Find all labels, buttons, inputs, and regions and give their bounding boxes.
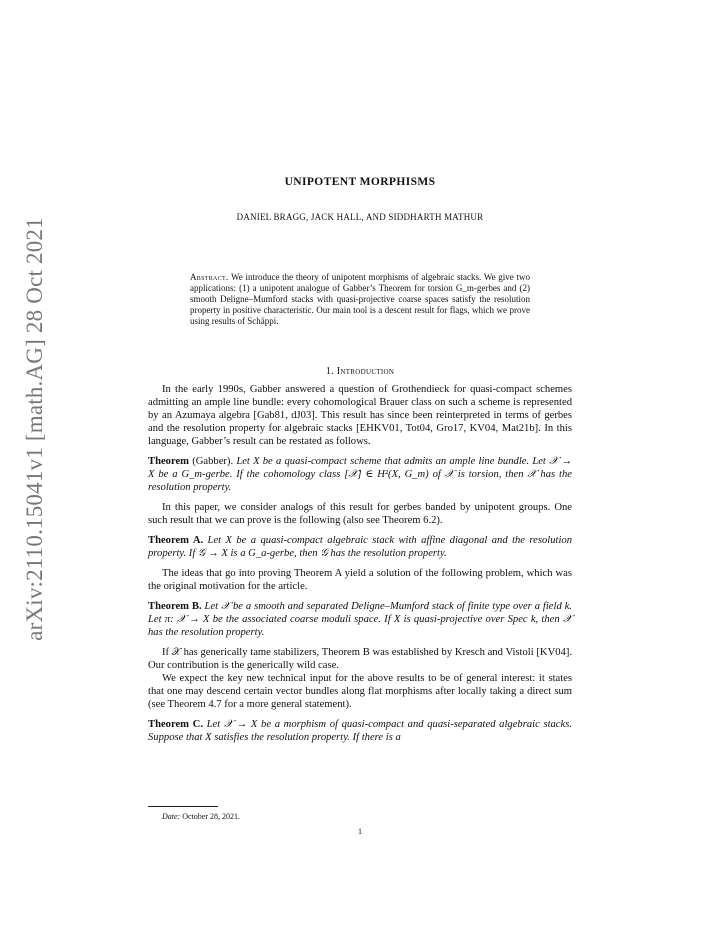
footnote-date-label: Date: [162,812,181,821]
abstract-text: We introduce the theory of unipotent morphisms of algebraic stacks. We give two applications: (1) a unipotent analogue of Gabber’s Theorem for torsion G_m-gerbes and (2) smooth Deligne–Mumford stacks with quasi-projective coarse spaces satisfy the resolution property in positive characteristic. Our main tool is a descent result for flags, which we prove using results of Schäppi. [190,272,530,326]
paragraph-technical-input: We expect the key new technical input for the above results to be of general interest: it states that one may descend certain vector bundles along flat morphisms after locally taking a direct sum (see Theorem 4.7 for a more general statement). [148,673,572,710]
paragraph-analogs: In this paper, we consider analogs of this result for gerbes banded by unipotent groups. One such result that we can prove is the following (also see Theorem 6.2). [148,502,572,526]
section-heading [148,366,572,377]
theorem-gabber-attribution: (Gabber). [192,456,234,467]
theorem-b [148,600,572,639]
arxiv-identifier-text: arXiv:2110.15041v1 [math.AG] 28 Oct 2021 [22,217,47,641]
paper-title: UNIPOTENT MORPHISMS [284,176,436,188]
theorem-a-head: Theorem A. [148,535,204,546]
theorem-b-head: Theorem B. [148,601,202,612]
footnote-date-value: October 28, 2021. [182,812,240,821]
main-body-text [148,383,572,744]
paper-authors: DANIEL BRAGG, JACK HALL, AND SIDDHARTH MATHUR [236,212,484,222]
theorem-c-statement: Let 𝒳 → X be a morphism of quasi-compact and quasi-separated algebraic stacks. Suppose that X satisfies the resolution property. If there is a [148,719,572,743]
abstract-label: Abstract. [190,272,229,282]
page-number: 1 [358,827,362,836]
theorem-a-statement: Let X be a quasi-compact algebraic stack with affine diagonal and the resolution property. If 𝒢 → X is a G_a-gerbe, then 𝒢 has the resolution property. [148,535,572,559]
footnote-date [162,812,240,821]
theorem-gabber-statement: Let X be a quasi-compact scheme that admits an ample line bundle. Let 𝒳 → X be a G_m-gerbe. If the cohomology class [𝒳] ∈ H²(X, G_m) of 𝒳 is torsion, then 𝒳 has the resolution property. [148,456,572,493]
theorem-a [148,534,572,560]
section-number: 1. [325,366,334,377]
theorem-gabber-head: Theorem [148,456,189,467]
paragraph-intro: In the early 1990s, Gabber answered a question of Grothendieck for quasi-compact schemes admitting an ample line bundle: every cohomological Brauer class on such a scheme is represented by an Azumaya algebra [Gab81, dJ03]. This result has since been reinterpreted in terms of gerbes and the resolution property for algebraic stacks [EHKV01, Tot04, Gro17, KV04, Mat21b]. In this language, Gabber’s result can be restated as follows. [148,384,572,447]
theorem-c-head: Theorem C. [148,719,203,730]
paragraph-tame-stabilizers: If 𝒳 has generically tame stabilizers, Theorem B was established by Kresch and Vistoli [KV04]. Our contribution is the generically wild case. [148,647,572,671]
footnote-divider [148,806,218,807]
abstract-block [190,272,530,327]
paragraph-motivation: The ideas that go into proving Theorem A yield a solution of the following problem, which was the original motivation for the article. [148,568,572,592]
section-title: Introduction [336,366,395,377]
arxiv-identifier-stamp [10,213,60,645]
theorem-b-statement: Let 𝒳 be a smooth and separated Deligne–Mumford stack of finite type over a field k. Let π: 𝒳 → X be the associated coarse moduli space. If X is quasi-projective over Spec k, then 𝒳 has the resolution property. [148,601,573,638]
theorem-c [148,718,572,744]
theorem-gabber [148,455,572,494]
